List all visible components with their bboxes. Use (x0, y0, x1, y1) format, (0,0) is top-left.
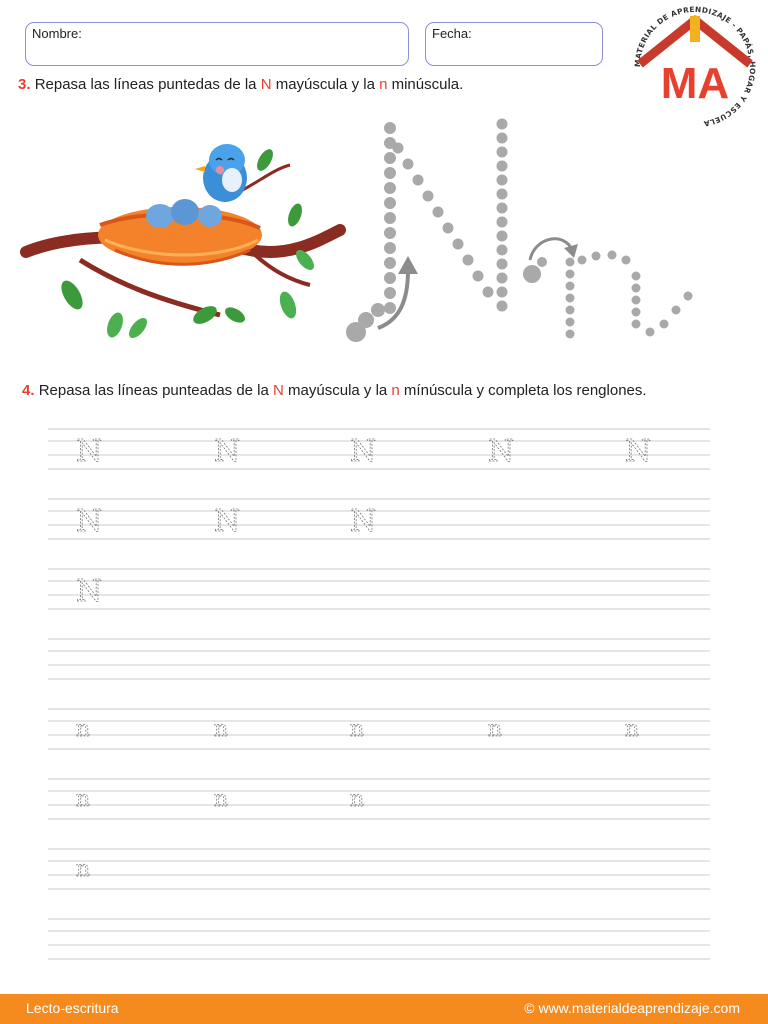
traceable-letter: n (488, 717, 503, 742)
trace-dot (497, 189, 508, 200)
exercise-4-lower: n (391, 382, 400, 399)
trace-dot (497, 119, 508, 130)
traceable-letter: n (76, 717, 91, 742)
logo-letters: MA (660, 59, 730, 108)
practice-row[interactable] (48, 849, 710, 889)
traceable-letter: N (350, 504, 377, 539)
traced-uppercase-n (346, 119, 508, 343)
trace-dot (384, 167, 396, 179)
trace-dot (384, 272, 396, 284)
exercise-4-text: mayúscula y la (283, 382, 392, 399)
trace-dot (684, 292, 693, 301)
trace-dot (672, 306, 681, 315)
trace-dot (453, 239, 464, 250)
exercise-3-upper: N (260, 76, 272, 93)
traceable-letter: N (214, 504, 241, 539)
exercise-4-upper: N (273, 382, 284, 399)
trace-dot (566, 330, 575, 339)
practice-row[interactable] (48, 919, 710, 959)
trace-dot (423, 191, 434, 202)
trace-dot (632, 308, 641, 317)
trace-dot (463, 255, 474, 266)
practice-row[interactable] (48, 569, 710, 609)
direction-arrow-icon (398, 256, 418, 274)
traceable-letter: N (76, 504, 103, 539)
trace-dot (632, 296, 641, 305)
traceable-letter: N (76, 434, 103, 469)
footer (0, 994, 768, 1024)
trace-dot (632, 284, 641, 293)
trace-dot (622, 256, 631, 265)
trace-dot (371, 303, 385, 317)
practice-row[interactable] (48, 499, 710, 539)
trace-dot (346, 322, 366, 342)
trace-dot (592, 252, 601, 261)
trace-dot (384, 257, 396, 269)
trace-dot (403, 159, 414, 170)
trace-dot (384, 182, 396, 194)
curve-arrow-icon (564, 244, 578, 258)
trace-dot (497, 231, 508, 242)
traceable-letter: n (625, 717, 640, 742)
exercise-4-text: mínúscula y completa los renglones. (399, 382, 647, 399)
trace-dot (393, 143, 404, 154)
exercise-3-lower: n (379, 76, 388, 93)
trace-dot (497, 203, 508, 214)
traceable-letter: N (488, 434, 515, 469)
exercise-4-text: Repasa las líneas punteadas de la (38, 382, 274, 399)
trace-dot (566, 258, 575, 267)
trace-dot (384, 242, 396, 254)
trace-dot (497, 175, 508, 186)
trace-dot (537, 257, 547, 267)
traceable-letter: n (214, 717, 229, 742)
traceable-letter: n (350, 717, 365, 742)
trace-dot (384, 197, 396, 209)
traceable-letter: N (214, 434, 241, 469)
traceable-letter: N (350, 434, 377, 469)
practice-row[interactable] (48, 429, 710, 469)
exercise-4-instruction (22, 382, 647, 399)
trace-dot (646, 328, 655, 337)
trace-dot (523, 265, 541, 283)
trace-dot (566, 306, 575, 315)
logo-ring-text: MATERIAL DE APRENDIZAJE - PAPÁS, HOGAR Y ESCUELA (632, 4, 758, 129)
trace-dot (413, 175, 424, 186)
trace-dot (497, 287, 508, 298)
trace-dot (566, 318, 575, 327)
exercise-3-text: Repasa las líneas puntedas de la (34, 76, 261, 93)
exercise-3-text: mayúscula y la (271, 76, 380, 93)
trace-dot (660, 320, 669, 329)
traceable-letter: n (214, 787, 229, 812)
trace-dot (384, 287, 396, 299)
trace-dot (443, 223, 454, 234)
date-label: Fecha: (432, 26, 472, 41)
trace-dot (483, 287, 494, 298)
exercise-3-instruction (18, 76, 463, 93)
trace-dot (497, 301, 508, 312)
date-field[interactable] (425, 22, 603, 66)
trace-dot (608, 251, 617, 260)
trace-dot (497, 161, 508, 172)
trace-dot (384, 152, 396, 164)
traced-lowercase-n (523, 251, 693, 339)
trace-dot (497, 273, 508, 284)
practice-row[interactable] (48, 779, 710, 819)
traceable-letter: N (625, 434, 652, 469)
trace-dot (566, 294, 575, 303)
traceable-letter: N (76, 574, 103, 609)
trace-dot (566, 282, 575, 291)
practice-row[interactable] (48, 639, 710, 679)
trace-dot (384, 227, 396, 239)
trace-dot (497, 133, 508, 144)
trace-dot (497, 245, 508, 256)
exercise-3-number: 3. (18, 76, 31, 93)
name-field[interactable] (25, 22, 409, 66)
traceable-letter: n (76, 787, 91, 812)
trace-dot (497, 217, 508, 228)
footer-left: Lecto-escritura (26, 1000, 119, 1016)
practice-lines (0, 415, 768, 985)
trace-dot (473, 271, 484, 282)
traceable-letter: n (350, 787, 365, 812)
bird-in-nest-icon (26, 144, 340, 341)
traceable-letter: n (76, 857, 91, 882)
tracing-illustration (20, 110, 740, 360)
trace-dot (632, 320, 641, 329)
trace-dot (384, 122, 396, 134)
name-label: Nombre: (32, 26, 82, 41)
exercise-4-number: 4. (22, 382, 35, 399)
trace-dot (566, 270, 575, 279)
trace-dot (497, 147, 508, 158)
exercise-3-text: minúscula. (387, 76, 464, 93)
footer-right[interactable]: © www.materialdeaprendizaje.com (524, 1000, 740, 1016)
trace-dot (632, 272, 641, 281)
trace-dot (578, 256, 587, 265)
trace-dot (497, 259, 508, 270)
practice-row[interactable] (48, 709, 710, 749)
trace-dot (433, 207, 444, 218)
trace-dot (384, 302, 396, 314)
trace-dot (384, 212, 396, 224)
